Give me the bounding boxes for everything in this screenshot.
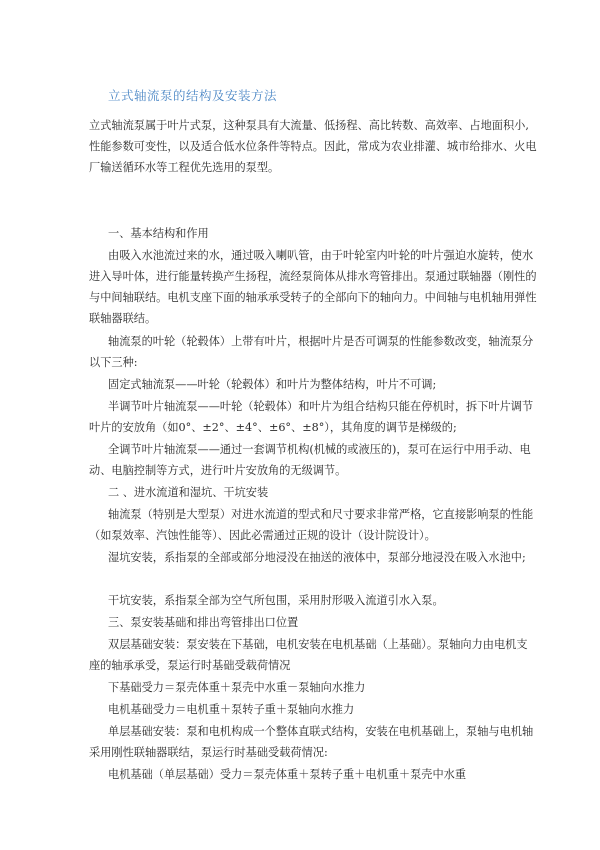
single-base-force-line: 电机基础（单层基础）受力＝泵壳体重＋泵转子重＋电机重＋泵壳中水重 [108, 768, 467, 781]
double-base-line-2: 座的轴承承受，泵运行时基础受载荷情况 [89, 659, 291, 672]
motor-base-force-line: 电机基础受力＝电机重＋泵转子重＋泵轴向水推力 [108, 703, 355, 716]
dry-pit-line: 干坑安装，系指泵全部为空气所包围，采用肘形吸入流道引水入泵。 [108, 594, 444, 607]
intro-line-3: 厂输送循环水等工程优先选用的泵型。 [89, 161, 280, 174]
section-2-heading: 二 、进水流道和湿坑、干坑安装 [108, 486, 269, 499]
intro-line-2: 性能参数可变性，以及适合低水位条件等特点。因此，常成为农业排灌、城市给排水、火电 [89, 140, 537, 153]
section-1-para-2-line-2: 以下三种: [89, 356, 138, 369]
wet-pit-line: 湿坑安装，系指泵的全部或部分地浸没在抽送的液体中，泵部分地浸没在吸入水池中; [108, 551, 526, 564]
section-1-para-1-line-2: 进入导叶体，进行能量转换产生扬程，流经泵筒体从排水弯管排出。泵通过联轴器（刚性的 [89, 270, 537, 283]
full-adjustable-line-2: 动、电脑控制等方式，进行叶片安放角的无级调节。 [89, 464, 347, 477]
intro-line-1: 立式轴流泵属于叶片式泵，这种泵具有大流量、低扬程、高比转数、高效率、占地面积小, [89, 119, 529, 132]
section-2-para-1-line-2: （如泵效率、汽蚀性能等）、因此必需通过正规的设计（设计院设计）。 [89, 529, 436, 542]
semi-adjustable-line-2: 叶片的安放角（如0°、±2°、±4°、±6°、±8°），其角度的调节是梯级的; [89, 421, 457, 434]
semi-adjustable-line-1: 半调节叶片轴流泵——叶轮（轮毂体）和叶片为组合结构只能在停机时，拆下叶片调节 [108, 400, 534, 413]
double-base-line-1: 双层基础安装：泵安装在下基础，电机安装在电机基础（上基础）。泵轴向力由电机支 [108, 638, 528, 651]
lower-base-force-line: 下基础受力＝泵壳体重＋泵壳中水重－泵轴向水推力 [108, 681, 366, 694]
document-title: 立式轴流泵的结构及安装方法 [108, 88, 278, 103]
full-adjustable-line-1: 全调节叶片轴流泵——通过一套调节机构(机械的或液压的)，泵可在运行中用手动、电 [108, 443, 531, 456]
section-1-para-1-line-3: 与中间轴联结。电机支座下面的轴承承受转子的全部向下的轴向力。中间轴与电机轴用弹性 [89, 291, 537, 304]
section-1-para-1-line-1: 由吸入水池流过来的水，通过吸入喇叭管，由于叶轮室内叶轮的叶片强迫水旋转，使水 [108, 249, 534, 262]
section-2-para-1-line-1: 轴流泵（特别是大型泵）对进水流道的型式和尺寸要求非常严格，它直接影响泵的性能 [108, 508, 534, 521]
single-base-line-1: 单层基础安装：泵和电机构成一个整体直联式结构，安装在电机基础上，泵轴与电机轴 [108, 725, 534, 738]
section-1-heading: 一、基本结构和作用 [108, 227, 209, 240]
section-3-heading: 三、泵安装基础和排出弯管排出口位置 [108, 616, 299, 629]
fixed-pump-line: 固定式轴流泵——叶轮（轮毂体）和叶片为整体结构，叶片不可调; [108, 378, 437, 391]
section-1-para-1-line-4: 联轴器联结。 [89, 312, 157, 325]
single-base-line-2: 采用刚性联轴器联结，泵运行时基础受载荷情况: [89, 746, 328, 759]
section-1-para-2-line-1: 轴流泵的叶轮（轮毂体）上带有叶片，根据叶片是否可调泵的性能参数改变，轴流泵分 [108, 335, 534, 348]
